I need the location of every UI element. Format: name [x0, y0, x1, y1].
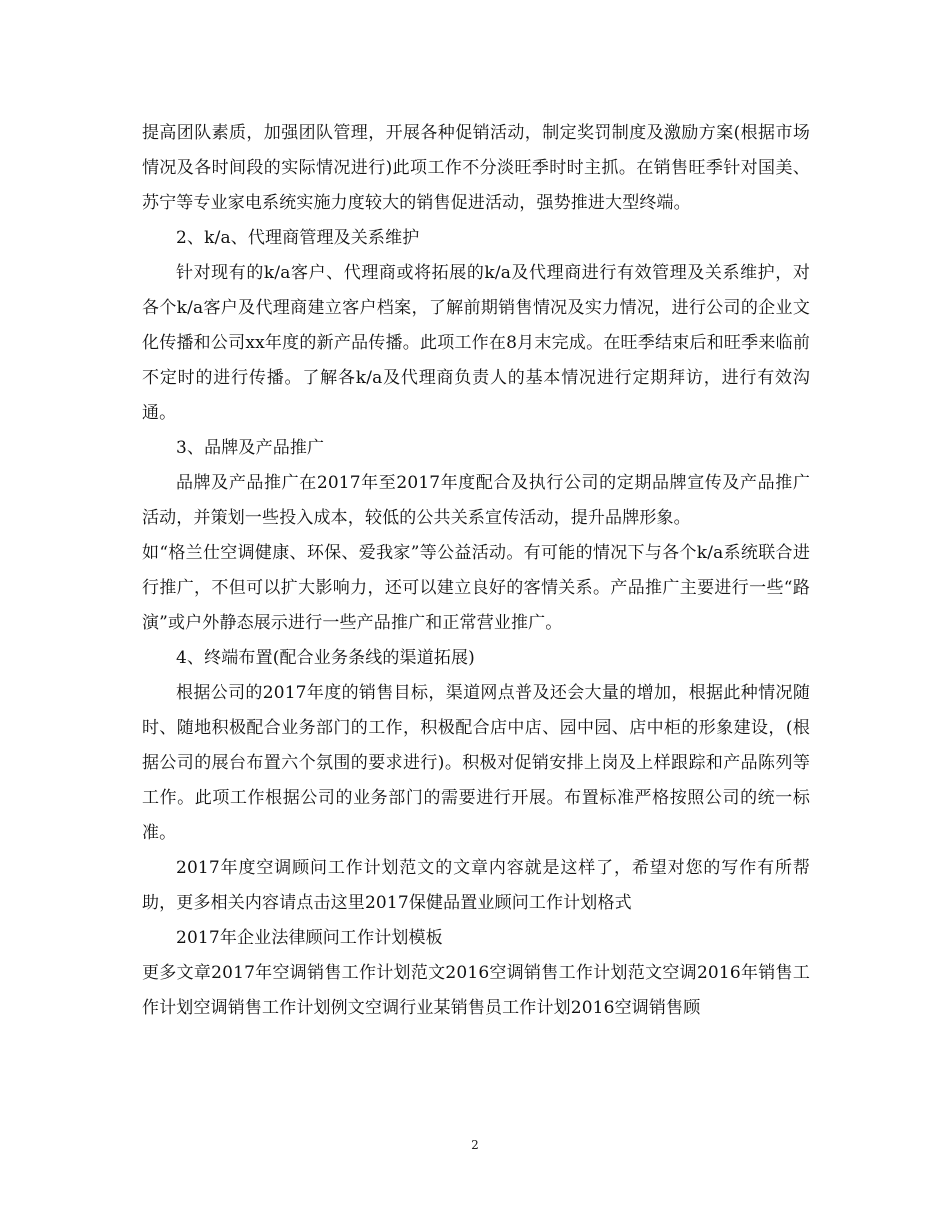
paragraph-terminal-layout: 根据公司的2017年度的销售目标，渠道网点普及还会大量的增加，根据此种情况随时、随地积极配合业务部门的工作，积极配合店中店、园中园、店中柜的形象建设，(根据公司的展台布置六个氛围的要求进行)。积极对促销安排上岗及上样跟踪和产品陈列等工作。此项工作根据公司的业务部门的需要进行开展。布置标准严格按照公司的统一标准。 — [142, 683, 810, 843]
paragraph-closing: 2017年度空调顾问工作计划范文的文章内容就是这样了，希望对您的写作有所帮助，更多相关内容请点击这里2017保健品置业顾问工作计划格式 — [142, 858, 810, 913]
paragraph-team-management: 提高团队素质，加强团队管理，开展各种促销活动，制定奖罚制度及激励方案(根据市场情况及各时间段的实际情况进行)此项工作不分淡旺季时时主抓。在销售旺季针对国美、苏宁等专业家电系统实施力度较大的销售促进活动，强势推进大型终端。 — [142, 123, 810, 213]
heading-terminal-layout: 4、终端布置(配合业务条线的渠道拓展) — [176, 648, 475, 668]
paragraph-public-welfare: 如“格兰仕空调健康、环保、爱我家”等公益活动。有可能的情况下与各个k/a系统联合进行推广，不但可以扩大影响力，还可以建立良好的客情关系。产品推广主要进行一些“路演”或户外静态展示进行一些产品推广和正常营业推广。 — [142, 543, 810, 633]
paragraph-brand-promotion: 品牌及产品推广在2017年至2017年度配合及执行公司的定期品牌宣传及产品推广活动，并策划一些投入成本，较低的公共关系宣传活动，提升品牌形象。 — [142, 473, 810, 528]
heading-ka-agent-management: 2、k/a、代理商管理及关系维护 — [176, 228, 420, 248]
page-number: 2 — [471, 1138, 479, 1152]
more-articles-list: 更多文章2017年空调销售工作计划范文2016空调销售工作计划范文空调2016年销售工作计划空调销售工作计划例文空调行业某销售员工作计划2016空调销售顾 — [142, 963, 810, 1018]
document-body — [142, 116, 810, 1026]
paragraph-ka-agent-management: 针对现有的k/a客户、代理商或将拓展的k/a及代理商进行有效管理及关系维护，对各个k/a客户及代理商建立客户档案，了解前期销售情况及实力情况，进行公司的企业文化传播和公司xx年度的新产品传播。此项工作在8月末完成。在旺季结束后和旺季来临前不定时的进行传播。了解各k/a及代理商负责人的基本情况进行定期拜访，进行有效沟通。 — [142, 263, 810, 423]
heading-brand-promotion: 3、品牌及产品推广 — [176, 438, 325, 458]
related-article-title: 2017年企业法律顾问工作计划模板 — [176, 928, 443, 948]
